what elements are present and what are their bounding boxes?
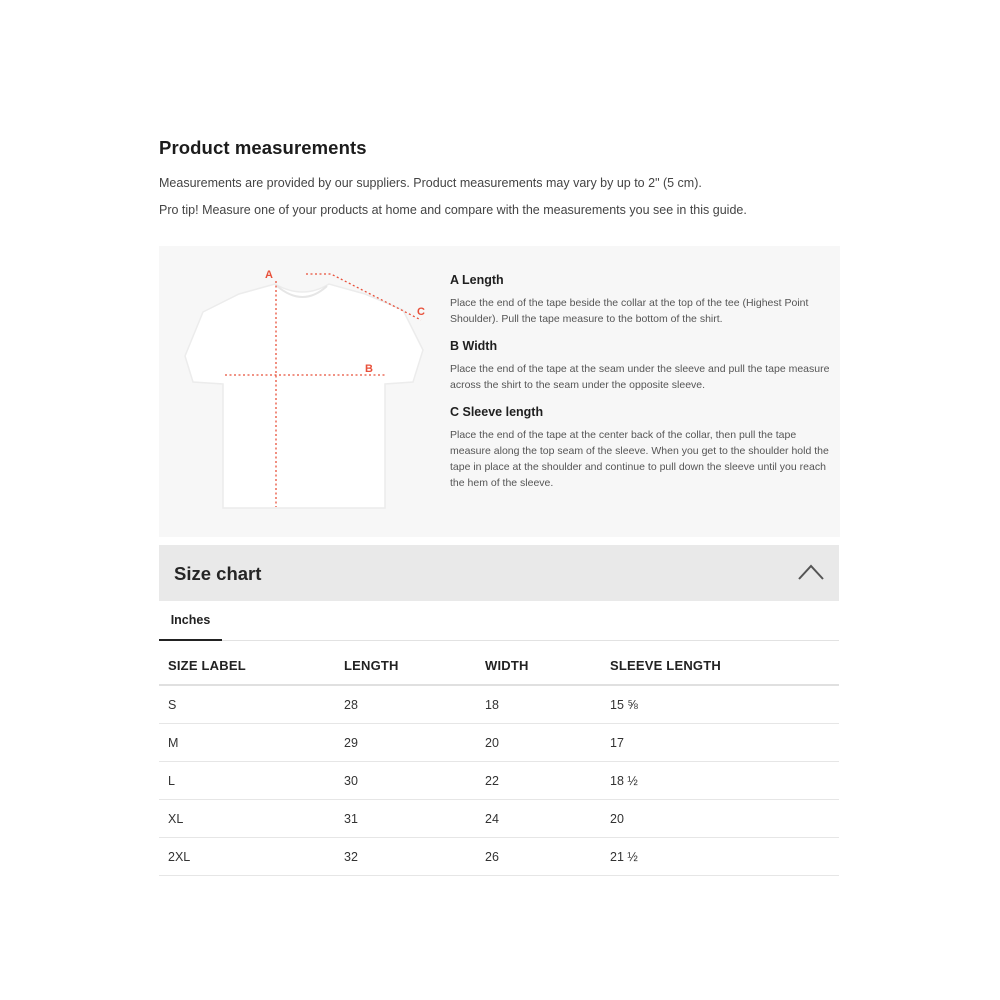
table-row <box>159 724 839 762</box>
cell-width: 20 <box>476 724 601 762</box>
guide-c-title: C Sleeve length <box>450 405 544 419</box>
label-b: B <box>365 363 373 375</box>
guide-a-text: Place the end of the tape beside the collar at the top of the tee (Highest Point Shoulder). Pull the tape measure to the bottom of the shirt. <box>450 297 809 325</box>
measurement-guide <box>159 246 840 537</box>
table-row <box>159 762 839 800</box>
cell-length: 30 <box>335 762 476 800</box>
table-row <box>159 838 839 876</box>
guide-b-title: B Width <box>450 339 498 353</box>
cell-size: XL <box>159 800 335 838</box>
cell-width: 26 <box>476 838 601 876</box>
cell-size: 2XL <box>159 838 335 876</box>
cell-width: 24 <box>476 800 601 838</box>
measurement-descriptions <box>450 273 830 503</box>
table-header-row <box>159 647 839 685</box>
size-chart-header[interactable] <box>159 545 839 601</box>
cell-sleeve: 17 <box>601 724 839 762</box>
tshirt-diagram-icon <box>179 264 439 514</box>
size-chart-title: Size chart <box>174 563 262 584</box>
cell-sleeve: 20 <box>601 800 839 838</box>
chevron-up-icon[interactable] <box>798 563 824 581</box>
guide-b-text: Place the end of the tape at the seam under the sleeve and pull the tape measure across the shirt to the seam under the opposite sleeve. <box>450 363 830 391</box>
size-table <box>159 647 839 876</box>
cell-length: 31 <box>335 800 476 838</box>
table-row <box>159 685 839 724</box>
table-row <box>159 800 839 838</box>
header-size-label: SIZE LABEL <box>159 647 335 685</box>
page-title: Product measurements <box>159 137 367 158</box>
measurements-intro: Measurements are provided by our suppliers. Product measurements may vary by up to 2" (5 cm). <box>159 176 702 190</box>
cell-sleeve: 21 ½ <box>601 838 839 876</box>
tshirt-shape <box>185 284 423 508</box>
guide-c-text: Place the end of the tape at the center back of the collar, then pull the tape measure along the top seam of the sleeve. When you get to the shoulder hold the tape in place at the shoulder and continue to pull down the sleeve until you reach the hem of the sleeve. <box>450 429 829 489</box>
cell-length: 32 <box>335 838 476 876</box>
cell-size: M <box>159 724 335 762</box>
guide-a-title: A Length <box>450 273 504 287</box>
header-length: LENGTH <box>335 647 476 685</box>
cell-size: S <box>159 685 335 724</box>
cell-width: 22 <box>476 762 601 800</box>
cell-sleeve: 18 ½ <box>601 762 839 800</box>
label-a: A <box>265 269 273 281</box>
cell-length: 28 <box>335 685 476 724</box>
header-sleeve-length: SLEEVE LENGTH <box>601 647 839 685</box>
cell-width: 18 <box>476 685 601 724</box>
cell-sleeve: 15 ⅝ <box>601 685 839 724</box>
tab-inches[interactable]: Inches <box>159 602 222 641</box>
cell-length: 29 <box>335 724 476 762</box>
cell-size: L <box>159 762 335 800</box>
label-c: C <box>417 306 425 318</box>
pro-tip: Pro tip! Measure one of your products at home and compare with the measurements you see in this guide. <box>159 203 747 217</box>
header-width: WIDTH <box>476 647 601 685</box>
unit-tabs <box>159 602 839 641</box>
